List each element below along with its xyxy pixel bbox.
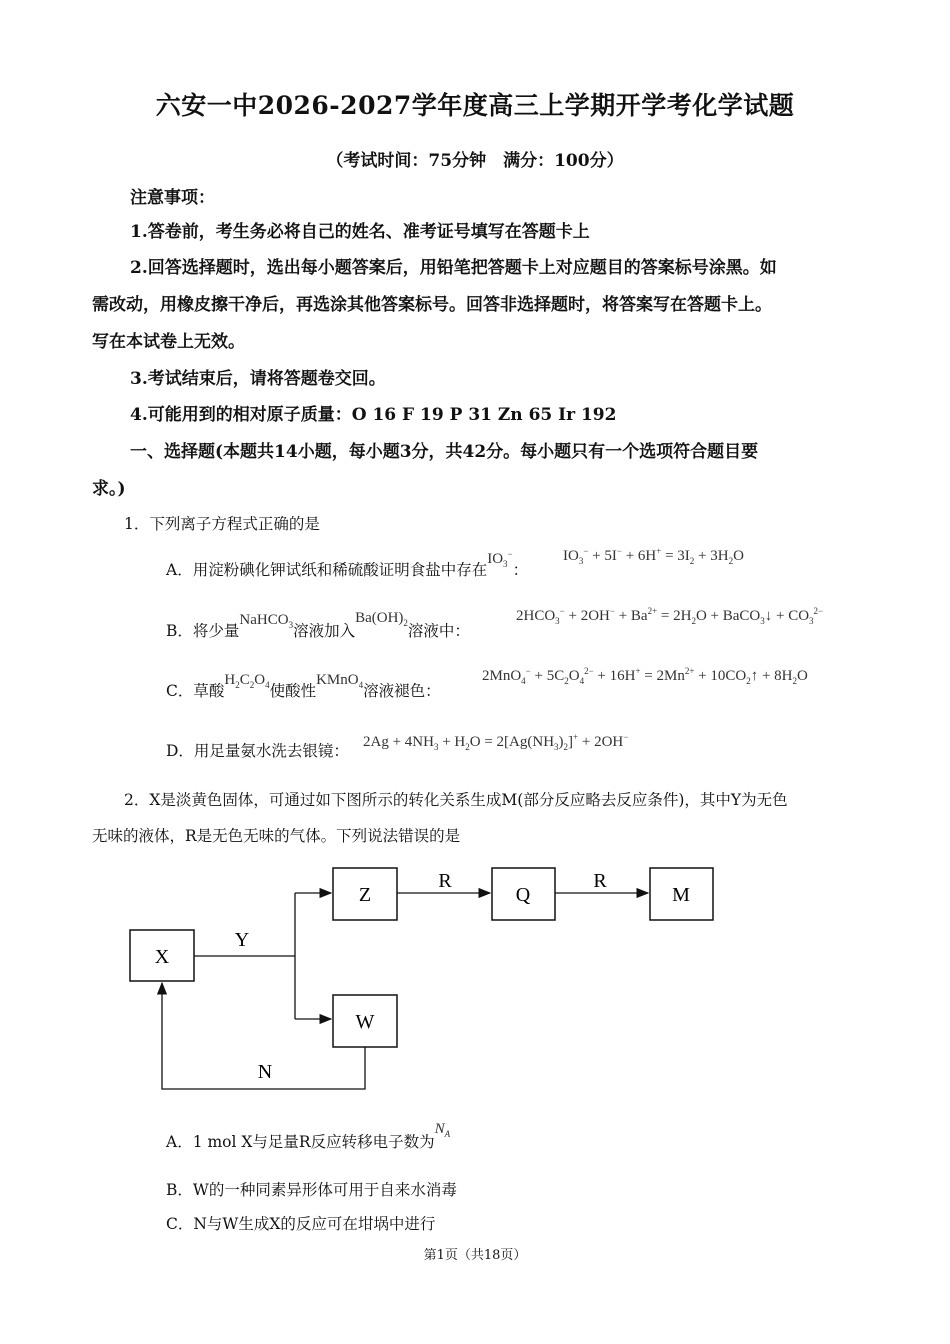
q1-option-c-equation: $2MnO_4^- + 5C_2O_4^{2-} + 16H^+ = 2Mn^{2+}$ + $10CO_2↑ + 8H_2O$ [482,666,808,686]
q2-option-a-na-symbol: N [434,1121,445,1137]
q2-stem-line2: 无味的液体，R是无色无味的气体。下列说法错误的是 [92,827,461,845]
q1-option-d-text: D．用足量氨水洗去银镜： [166,742,349,760]
q1-option-d-equation: $2Ag + 4NH_3 + H_2O = 2[Ag(NH_3)_2]^+ + 2OH^-$ [363,732,629,752]
q1-option-a-species: $IO_3^-$ [487,549,513,569]
q1-option-c-kmno4: KMnO$_4$ [316,672,364,690]
notes-heading: 注意事项： [130,188,215,208]
q2-option-a-na-sub: A [444,1129,451,1139]
q1-option-b-equation: $2HCO_3^- + 2OH^- + Ba^{2+} = 2H_2O$ + BaCO$_3$↓ + $CO_3^{2-}$ [516,606,824,626]
node-q-label: Q [515,884,531,906]
q1-option-b-baoh2: $Ba(OH)_2$ [355,610,408,628]
edge-n-label: N [257,1061,273,1083]
q1-option-a-sep: ： [512,561,529,579]
q1-option-c-text3: 溶液褪色： [363,682,441,700]
node-m-label: M [672,884,690,906]
node-w-label: W [355,1011,375,1033]
q1-option-b-nahco3: NaHCO$_3$ [239,612,294,630]
node-x-label: X [154,946,170,968]
q1-option-a-equation: $IO_3^- + 5I^- + 6H^+ = 3I_2 + 3H_2O$ [563,546,744,566]
section-heading-line2: 求。) [92,479,126,499]
q1-option-a-text: A．用淀粉碘化钾试纸和稀硫酸证明食盐中存在 [166,561,488,579]
q2-option-c: C．N与W生成X的反应可在坩埚中进行 [166,1215,436,1233]
page-title: 六安一中2026-2027学年度高三上学期开学考化学试题 [155,91,795,120]
q2-option-b: B．W的一种同素异形体可用于自来水消毒 [166,1181,457,1199]
note-4: 4.可能用到的相对原子质量：O 16 F 19 P 31 Zn 65 Ir 192 [130,405,617,425]
q2-option-a-na [435,1121,451,1137]
section-heading-line1: 一、选择题(本题共14小题，每小题3分，共42分。每小题只有一个选项符合题目要 [130,442,759,462]
edge-r1-label: R [438,870,452,892]
note-1: 1.答卷前，考生务必将自己的姓名、准考证号填写在答题卡上 [130,222,590,242]
q1-option-b-text2: 溶液加入 [293,622,356,640]
node-z-label: Z [358,884,372,906]
q1-option-b-text3: 溶液中： [407,622,470,640]
q1-option-c-text2: 使酸性 [269,682,317,700]
q2-stem-line1: 2．X是淡黄色固体，可通过如下图所示的转化关系生成M(部分反应略去反应条件)，其中Y为无色 [124,791,788,809]
note-2-line3: 写在本试卷上无效。 [92,332,245,352]
q2-option-a-text: A．1 mol X与足量R反应转移电子数为 [166,1133,435,1151]
exam-info: （考试时间：75分钟 满分：100分） [326,151,624,171]
q2-option-a [166,1121,451,1153]
q1-option-c-text1: C．草酸 [166,682,225,700]
edge-r2-label: R [593,870,607,892]
q1-stem: 1．下列离子方程式正确的是 [124,515,320,533]
q1-option-c-h2c2o4: $H_2C_2O_4$ [224,672,270,690]
note-2-line1: 2.回答选择题时，选出每小题答案后，用铅笔把答题卡上对应题目的答案标号涂黑。如 [130,258,777,278]
note-2-line2: 需改动，用橡皮擦干净后，再选涂其他答案标号。回答非选择题时，将答案写在答题卡上。 [92,295,772,315]
page-footer: 第1页（共18页） [423,1248,527,1263]
edge-y-label: Y [234,929,250,951]
note-3: 3.考试结束后，请将答题卷交回。 [130,369,386,389]
q1-option-b-text1: B．将少量 [166,622,240,640]
